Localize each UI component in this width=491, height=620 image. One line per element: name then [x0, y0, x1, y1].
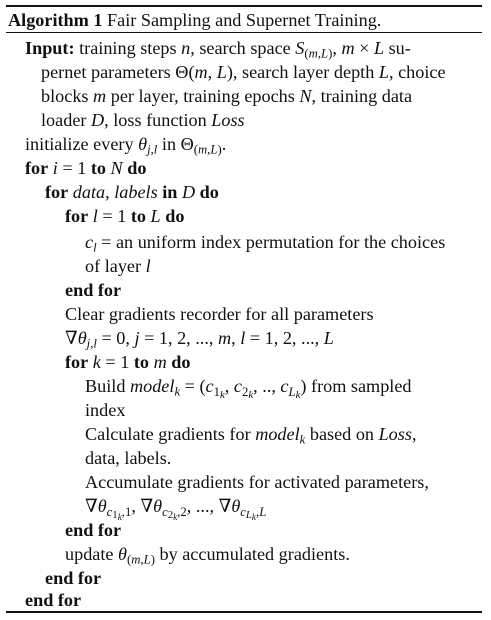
end-for-layer: end for — [65, 280, 122, 300]
end-for-outer: end for — [25, 590, 82, 610]
build-model-line-1: Build model$_k$ = ($c_{1_k}$, $c_{2_k}$, .., $c_{L_k}$) from sampled — [85, 376, 412, 401]
algorithm-caption — [8, 8, 482, 32]
data-for-line: for data, labels in D do — [45, 182, 219, 202]
build-model-line-2: index — [85, 400, 126, 420]
calc-gradients-line-1: Calculate gradients for model$_k$ based on Loss, — [85, 424, 417, 447]
zero-gradients-line: $\nabla\theta_{j,l} = 0$, j = 1, 2, ..., m, l = 1, 2, ..., L — [65, 328, 334, 351]
accumulate-line-1: Accumulate gradients for activated parameters, — [85, 472, 429, 492]
algorithm-title: Fair Sampling and Supernet Training. — [107, 10, 382, 30]
outer-for-line: for i = 1 to N do — [25, 158, 147, 178]
k-for-line: for k = 1 to m do — [65, 352, 191, 372]
init-line: initialize every $\theta_{j,l}$ in $\Theta_{(m,L)}$. — [25, 134, 227, 157]
permutation-line-1: $c_l$ = an uniform index permutation for the choices — [85, 232, 446, 255]
end-for-k: end for — [65, 520, 122, 540]
top-rule — [6, 5, 482, 7]
accumulate-line-2: $\nabla\theta_{c_{1_k},1}$, $\nabla\theta_{c_{2_k},2}$, ..., $\nabla\theta_{c_{L_k},L}$ — [85, 496, 267, 522]
input-line-1: Input: training steps n, search space $S_{(m,L)}$, m × L su- — [25, 38, 411, 61]
input-line-3: blocks m per layer, training epochs N, training data — [41, 86, 413, 106]
input-keyword: Input: — [25, 38, 75, 58]
clear-gradients-line: Clear gradients recorder for all parameters — [65, 304, 374, 324]
bottom-rule — [6, 611, 482, 613]
permutation-line-2: of layer l — [85, 256, 151, 276]
caption-rule — [6, 32, 482, 33]
end-for-data: end for — [45, 568, 102, 588]
calc-gradients-line-2: data, labels. — [85, 448, 172, 468]
update-line: update $\theta_{(m,L)}$ by accumulated gradients. — [65, 544, 350, 567]
algorithm-label: Algorithm 1 — [8, 10, 103, 30]
layer-for-line: for l = 1 to L do — [65, 206, 185, 226]
input-line-4: loader D, loss function Loss — [41, 110, 245, 130]
input-line-2: pernet parameters Θ(m, L), search layer depth L, choice — [41, 62, 446, 82]
